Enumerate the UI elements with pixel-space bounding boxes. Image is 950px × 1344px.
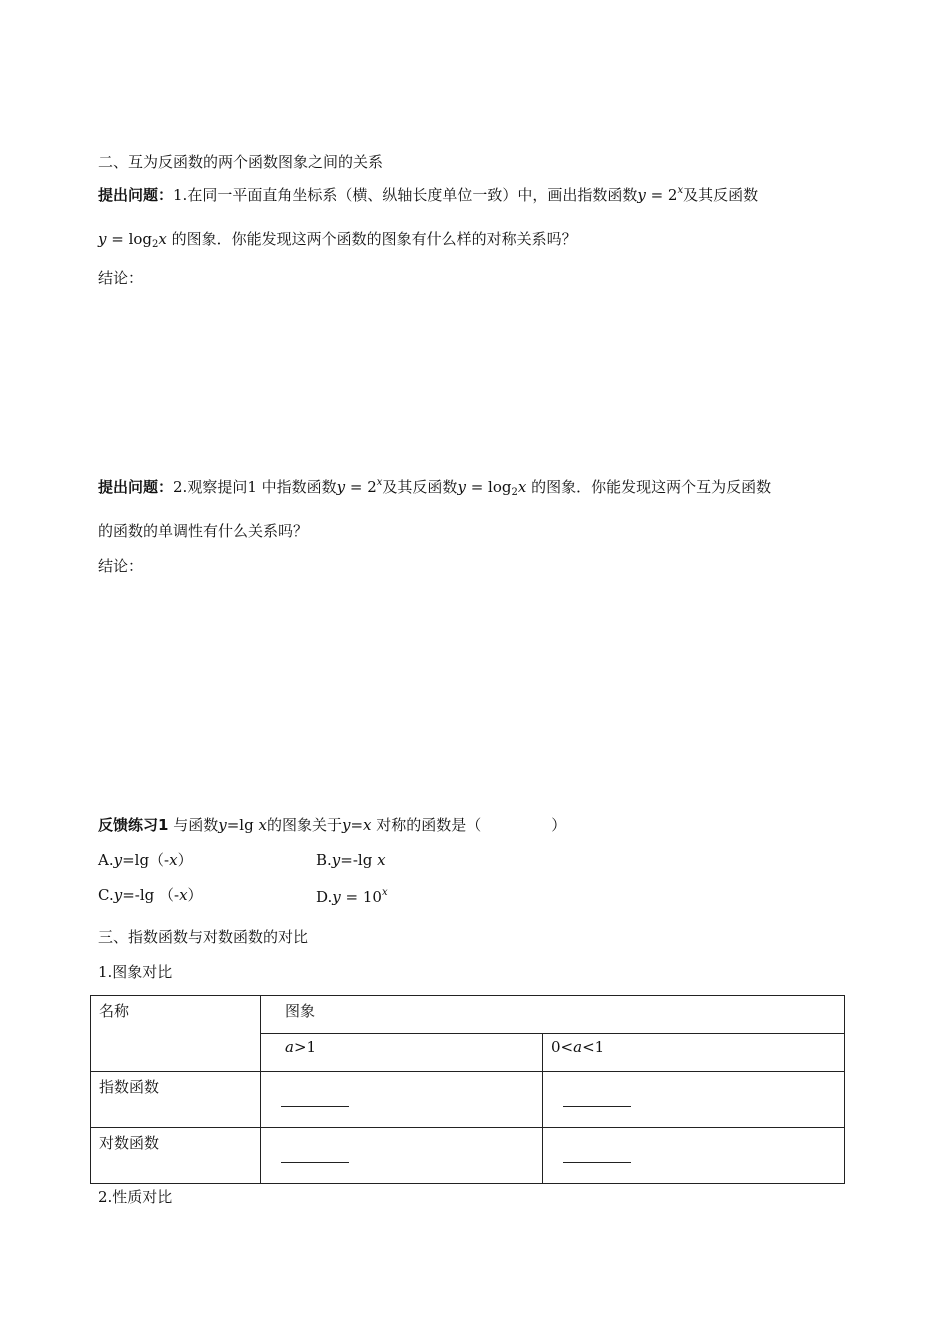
header-name: 名称 — [99, 1002, 130, 1020]
blank-line[interactable] — [563, 1106, 631, 1107]
log-graph-a-gt-1[interactable] — [261, 1128, 543, 1184]
option-c-body: =-lg （- — [122, 886, 180, 904]
question-1-text-b: 及其反函数 — [683, 186, 759, 204]
option-a[interactable] — [98, 850, 193, 870]
exercise-expr2-op: = — [350, 816, 364, 834]
option-b-body: =-lg — [340, 851, 378, 869]
q2-fn2-arg: x — [517, 478, 527, 496]
case1-rest: >1 — [293, 1038, 317, 1056]
exercise-expr1-op: =lg — [226, 816, 259, 834]
option-b-prefix: B. — [316, 851, 332, 869]
option-a-body: =lg（- — [122, 851, 170, 869]
question-2-text-b: 及其反函数 — [382, 478, 458, 496]
case2-rest: <1 — [582, 1038, 605, 1056]
q2-fn2-sub: 2 — [511, 487, 518, 498]
option-d-exp: x — [381, 887, 388, 898]
q2-fn1-eq: = 2 — [345, 478, 377, 496]
q1-fn1-eq: = 2 — [645, 186, 678, 204]
q2-fn1-lhs: y — [336, 478, 346, 496]
option-d-var: y — [332, 888, 341, 906]
header-graph-cell — [261, 996, 845, 1034]
blank-line[interactable] — [281, 1162, 349, 1163]
q2-fn2-eq: = log — [465, 478, 512, 496]
exercise-text-c: 对称的函数是（ — [371, 816, 482, 834]
q1-fn1-lhs: y — [637, 186, 646, 204]
row-log-label: 对数函数 — [99, 1134, 160, 1152]
blank-line[interactable] — [281, 1106, 349, 1107]
blank-line[interactable] — [563, 1162, 631, 1163]
exercise-expr1-var: y — [218, 816, 227, 834]
question-2-text-a: 2.观察提问1 中指数函数 — [173, 478, 337, 496]
option-d-body: = 10 — [340, 888, 382, 906]
exercise-line — [98, 815, 566, 835]
question-1-label: 提出问题： — [98, 186, 174, 204]
subheading-graph-compare: 1.图象对比 — [98, 963, 173, 981]
option-a-prefix: A. — [98, 851, 114, 869]
exercise-text-d: ） — [551, 816, 567, 834]
case2-var: a — [573, 1038, 583, 1056]
row-exponential-label-cell — [91, 1072, 261, 1128]
q1-fn2-lhs: y — [98, 230, 107, 248]
question-2-label: 提出问题： — [98, 478, 174, 496]
case-a-between-0-1 — [543, 1034, 845, 1072]
row-log-label-cell — [91, 1128, 261, 1184]
case2-pre: 0< — [551, 1038, 574, 1056]
subheading-property-compare: 2.性质对比 — [98, 1188, 173, 1206]
option-c-prefix: C. — [98, 886, 114, 904]
exercise-expr2-arg: x — [363, 816, 372, 834]
section-heading-3: 三、指数函数与对数函数的对比 — [98, 928, 309, 946]
option-a-end: ） — [177, 851, 193, 869]
question-2-conclusion: 结论： — [98, 557, 144, 575]
row-exponential-label: 指数函数 — [99, 1078, 160, 1096]
exercise-expr2-var: y — [341, 816, 351, 834]
q1-fn2-eq: = log — [106, 230, 153, 248]
log-graph-a-lt-1[interactable] — [543, 1128, 845, 1184]
header-graph: 图象 — [285, 1002, 316, 1020]
question-1-text-a: 1.在同一平面直角坐标系（横、纵轴长度单位一致）中，画出指数函数 — [173, 186, 638, 204]
header-name-cell — [91, 996, 261, 1072]
question-1-text-c: 的图象．你能发现这两个函数的图象有什么样的对称关系吗？ — [171, 230, 577, 248]
option-d[interactable] — [316, 887, 388, 907]
exercise-text-b: 的图象关于 — [266, 816, 342, 834]
question-1-line-1 — [98, 185, 758, 205]
option-b-var: y — [331, 851, 341, 869]
q1-fn2-sub: 2 — [152, 239, 159, 250]
exponential-graph-a-lt-1[interactable] — [543, 1072, 845, 1128]
option-c-arg: x — [179, 886, 188, 904]
option-b[interactable] — [316, 850, 386, 870]
q2-fn1-exp: x — [376, 477, 383, 488]
question-2-text-d: 的函数的单调性有什么关系吗？ — [98, 522, 309, 540]
exercise-label: 反馈练习1 — [98, 816, 169, 834]
question-1-line-2 — [98, 229, 577, 249]
option-c-var: y — [113, 886, 123, 904]
option-c[interactable] — [98, 885, 203, 905]
option-a-var: y — [113, 851, 123, 869]
exercise-text-a: 与函数 — [173, 816, 219, 834]
section-heading-2: 二、互为反函数的两个函数图象之间的关系 — [98, 153, 384, 171]
question-2-text-c: 的图象．你能发现这两个互为反函数 — [531, 478, 772, 496]
comparison-table — [90, 995, 845, 1184]
case1-var: a — [285, 1038, 294, 1056]
q1-fn2-arg: x — [158, 230, 167, 248]
exercise-expr1-arg: x — [258, 816, 267, 834]
q1-fn1-exp: x — [677, 185, 684, 196]
option-d-prefix: D. — [316, 888, 333, 906]
option-a-arg: x — [169, 851, 178, 869]
exponential-graph-a-gt-1[interactable] — [261, 1072, 543, 1128]
option-c-end: ） — [187, 886, 203, 904]
question-2-line-1 — [98, 477, 771, 497]
question-1-conclusion: 结论： — [98, 269, 144, 287]
case-a-gt-1 — [261, 1034, 543, 1072]
q2-fn2-lhs: y — [457, 478, 466, 496]
option-b-arg: x — [377, 851, 386, 869]
